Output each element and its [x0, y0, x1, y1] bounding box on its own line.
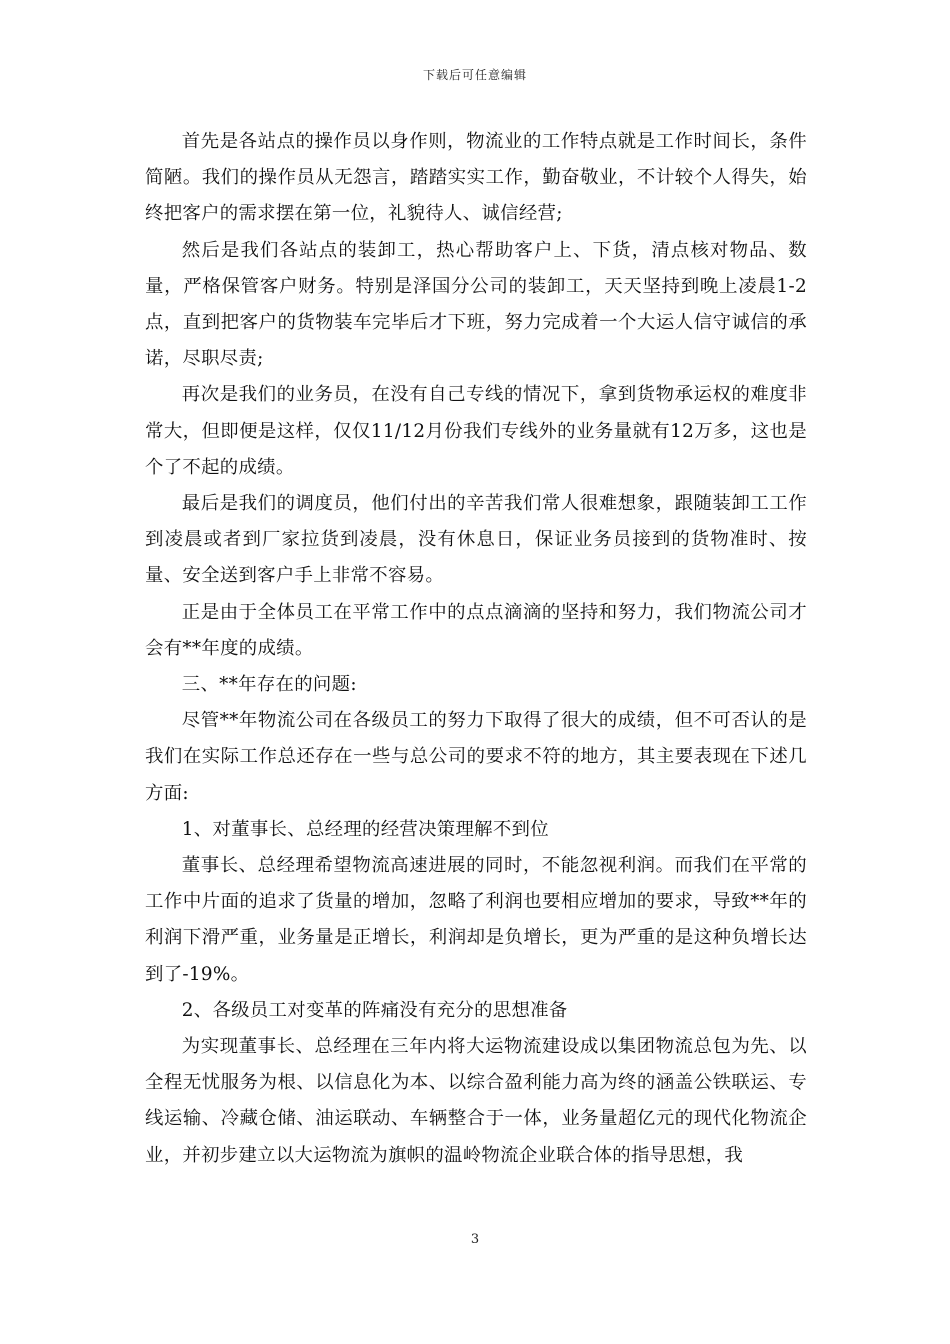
paragraph-problems-intro: 尽管**年物流公司在各级员工的努力下取得了很大的成绩，但不可否认的是我们在实际工作总还存在一些与总公司的要求不符的地方，其主要表现在下述几方面:: [145, 710, 807, 804]
paragraph-profit: 董事长、总经理希望物流高速进展的同时，不能忽视利润。而我们在平常的工作中片面的追求了货量的增加，忽略了利润也要相应增加的要求，导致**年的利润下滑严重，业务量是正增长，利润却是负增长，更为严重的是这种负增长达到了-19%。: [145, 855, 807, 985]
paragraph-reform: 为实现董事长、总经理在三年内将大运物流建设成以集团物流总包为先、以全程无忧服务为根、以信息化为本、以综合盈利能力高为终的涵盖公铁联运、专线运输、冷藏仓储、油运联动、车辆整合于一体，业务量超亿元的现代化物流企业，并初步建立以大运物流为旗帜的温岭物流企业联合体的指导思想，我: [145, 1036, 807, 1166]
subheading-1: 1、对董事长、总经理的经营决策理解不到位: [181, 818, 549, 840]
page-number: 3: [470, 1232, 480, 1247]
paragraph-salespeople: 再次是我们的业务员，在没有自己专线的情况下，拿到货物承运权的难度非常大，但即便是这样，仅仅11/12月份我们专线外的业务量就有12万多，这也是个了不起的成绩。: [145, 384, 807, 478]
paragraph-summary: 正是由于全体员工在平常工作中的点点滴滴的坚持和努力，我们物流公司才会有**年度的成绩。: [145, 601, 807, 659]
subheading-2: 2、各级员工对变革的阵痛没有充分的思想准备: [181, 999, 568, 1021]
paragraph-operators: 首先是各站点的操作员以身作则，物流业的工作特点就是工作时间长，条件简陋。我们的操作员从无怨言，踏踏实实工作，勤奋敬业，不计较个人得失，始终把客户的需求摆在第一位，礼貌待人、诚信经营;: [145, 131, 807, 225]
paragraph-loaders: 然后是我们各站点的装卸工，热心帮助客户上、下货，清点核对物品、数量，严格保管客户财务。特别是泽国分公司的装卸工，天天坚持到晚上凌晨1-2点，直到把客户的货物装车完毕后才下班，努力完成着一个大运人信守诚信的承诺，尽职尽责;: [145, 239, 807, 370]
document-body: [145, 124, 807, 1174]
page-header: 下载后可任意编辑: [422, 68, 527, 82]
section-heading-problems: 三、**年存在的问题:: [181, 674, 357, 696]
paragraph-dispatchers: 最后是我们的调度员，他们付出的辛苦我们常人很难想象，跟随装卸工工作到凌晨或者到厂家拉货到凌晨，没有休息日，保证业务员接到的货物准时、按量、安全送到客户手上非常不容易。: [145, 493, 807, 587]
